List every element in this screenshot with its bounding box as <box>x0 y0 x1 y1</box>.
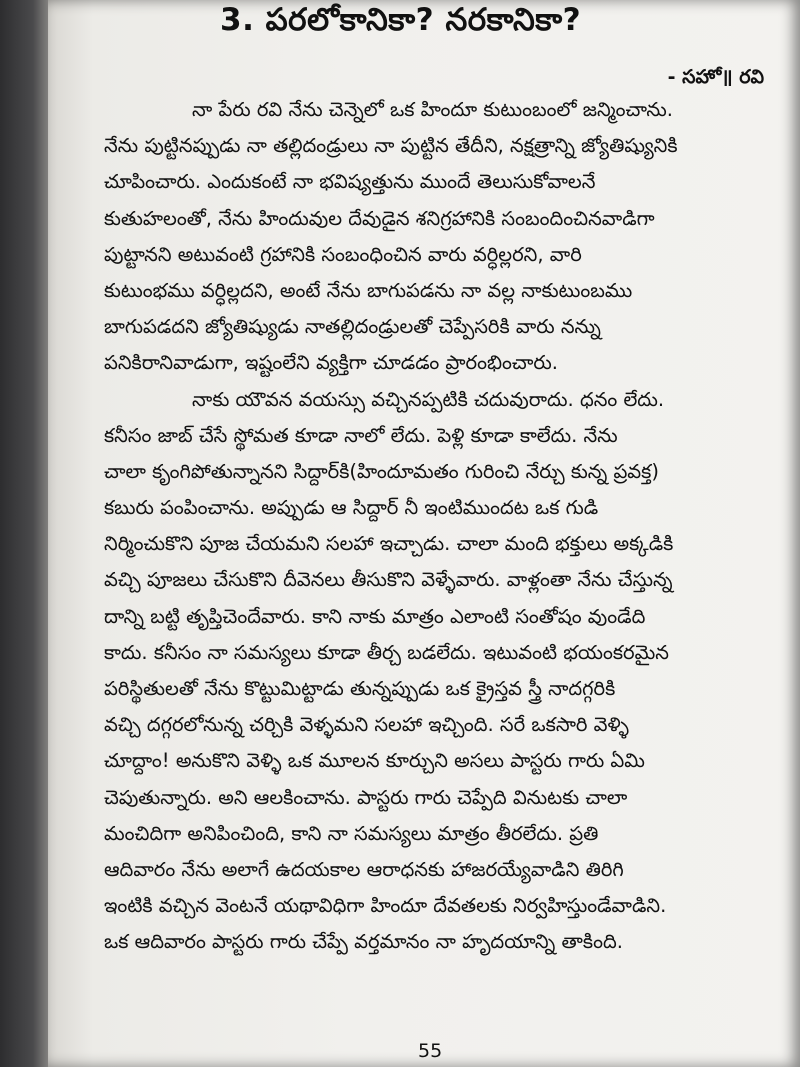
text-line: కబురు పంపించాను. అప్పుడు ఆ సిద్దార్ నీ ఇంటిముందట ఒక గుడి <box>104 496 599 520</box>
chapter-body <box>104 92 770 961</box>
text-line: వచ్చి పూజలు చేసుకొని దీవెనలు తీసుకొని వెళ్ళేవారు. వాళ్లంతా నేను చేస్తున్న <box>104 568 673 592</box>
text-line: వచ్చి దగ్గరలోనున్న చర్చికి వెళ్ళమని సలహా ఇచ్చింది. సరే ఒకసారి వెళ్ళి <box>104 713 629 737</box>
chapter-title: 3. పరలోకానికా? నరకానికా? <box>220 2 582 38</box>
text-line: ఆదివారం నేను అలాగే ఉదయకాల ఆరాధనకు హాజరయ్యేవాడిని తిరిగి <box>104 857 624 881</box>
text-line: ఇంటికి వచ్చిన వెంటనే యథావిధిగా హిందూ దేవతలకు నిర్వహిస్తుండేవాడిని. <box>104 894 667 918</box>
text-line: మంచిదిగా అనిపించింది, కాని నా సమస్యలు మాత్రం తీరలేదు. ప్రతి <box>104 821 599 845</box>
text-line: నేను పుట్టినప్పుడు నా తల్లిదండ్రులు నా పుట్టిన తేదీని, నక్షత్రాన్ని జ్యోతిష్యునికి <box>104 134 678 158</box>
text-line: పుట్టానని అటువంటి గ్రహానికి సంబంధించిన వారు వర్ధిల్లరని, వారి <box>104 242 582 266</box>
text-line: కనీసం జాబ్ చేసే స్థోమత కూడా నాలో లేదు. పెళ్లి కూడా కాలేదు. నేను <box>104 423 618 447</box>
text-line: చూద్దాం! అనుకొని వెళ్ళి ఒక మూలన కూర్చుని అసలు పాస్టరు గారు ఏమి <box>104 749 645 773</box>
text-line: పరిస్థితులతో నేను కొట్టుమిట్టాడు తున్నప్పుడు ఒక క్రైస్తవ స్త్రీ నాదగ్గరికి <box>104 677 616 700</box>
text-line: కుతుహలంతో, నేను హిందువుల దేవుడైన శనిగ్రహానికి సంబందించినవాడిగా <box>104 206 655 230</box>
text-line: నిర్మించుకొని పూజ చేయమని సలహా ఇచ్చాడు. చాలా మంది భక్తులు అక్కడికి <box>104 532 674 556</box>
text-line: చాలా కృంగిపోతున్నానని సిద్దార్‌కి(హిందూమతం గురించి నేర్చు కున్న ప్రవక్త) <box>104 459 659 483</box>
text-line: కుటుంభము వర్ధిల్లదని, అంటే నేను బాగుపడను నా వల్ల నాకుటుంబము <box>104 278 633 302</box>
page-number: 55 <box>418 1040 443 1062</box>
text-line: చూపించారు. ఎందుకంటే నా భవిష్యత్తును ముందే తెలుసుకోవాలనే <box>104 170 596 194</box>
text-line: పనికిరానివాడుగా, ఇష్టంలేని వ్యక్తిగా చూడడం ప్రారంభించారు. <box>104 351 558 375</box>
text-line: బాగుపడదని జ్యోతిష్యుడు నాతల్లిదండ్రులతో చెప్పేసరికి వారు నన్ను <box>104 315 601 339</box>
text-line: ఒక ఆదివారం పాస్టరు గారు చేప్పే వర్తమానం నా హృదయాన్ని తాకింది. <box>104 930 623 954</box>
text-line: నా పేరు రవి నేను చెన్నెలో ఒక హిందూ కుటుంబంలో జన్మించాను. <box>192 98 674 121</box>
text-line: చెపుతున్నారు. అని ఆలకించాను. పాస్టరు గారు చెప్పేది వినుటకు చాలా <box>104 785 628 809</box>
text-line: కాదు. కనీసం నా సమస్యలు కూడా తీర్చ బడలేదు. ఇటువంటి భయంకరమైన <box>104 640 669 664</box>
author-byline: - సహో॥ రవి <box>667 66 764 88</box>
text-line: దాన్ని బట్టి తృప్తిచెందేవారు. కాని నాకు మాత్రం ఎలాంటి సంతోషం వుండేది <box>104 604 646 628</box>
text-line: నాకు యౌవన వయస్సు వచ్చినప్పటికి చదువురాదు. ధనం లేదు. <box>192 387 665 411</box>
